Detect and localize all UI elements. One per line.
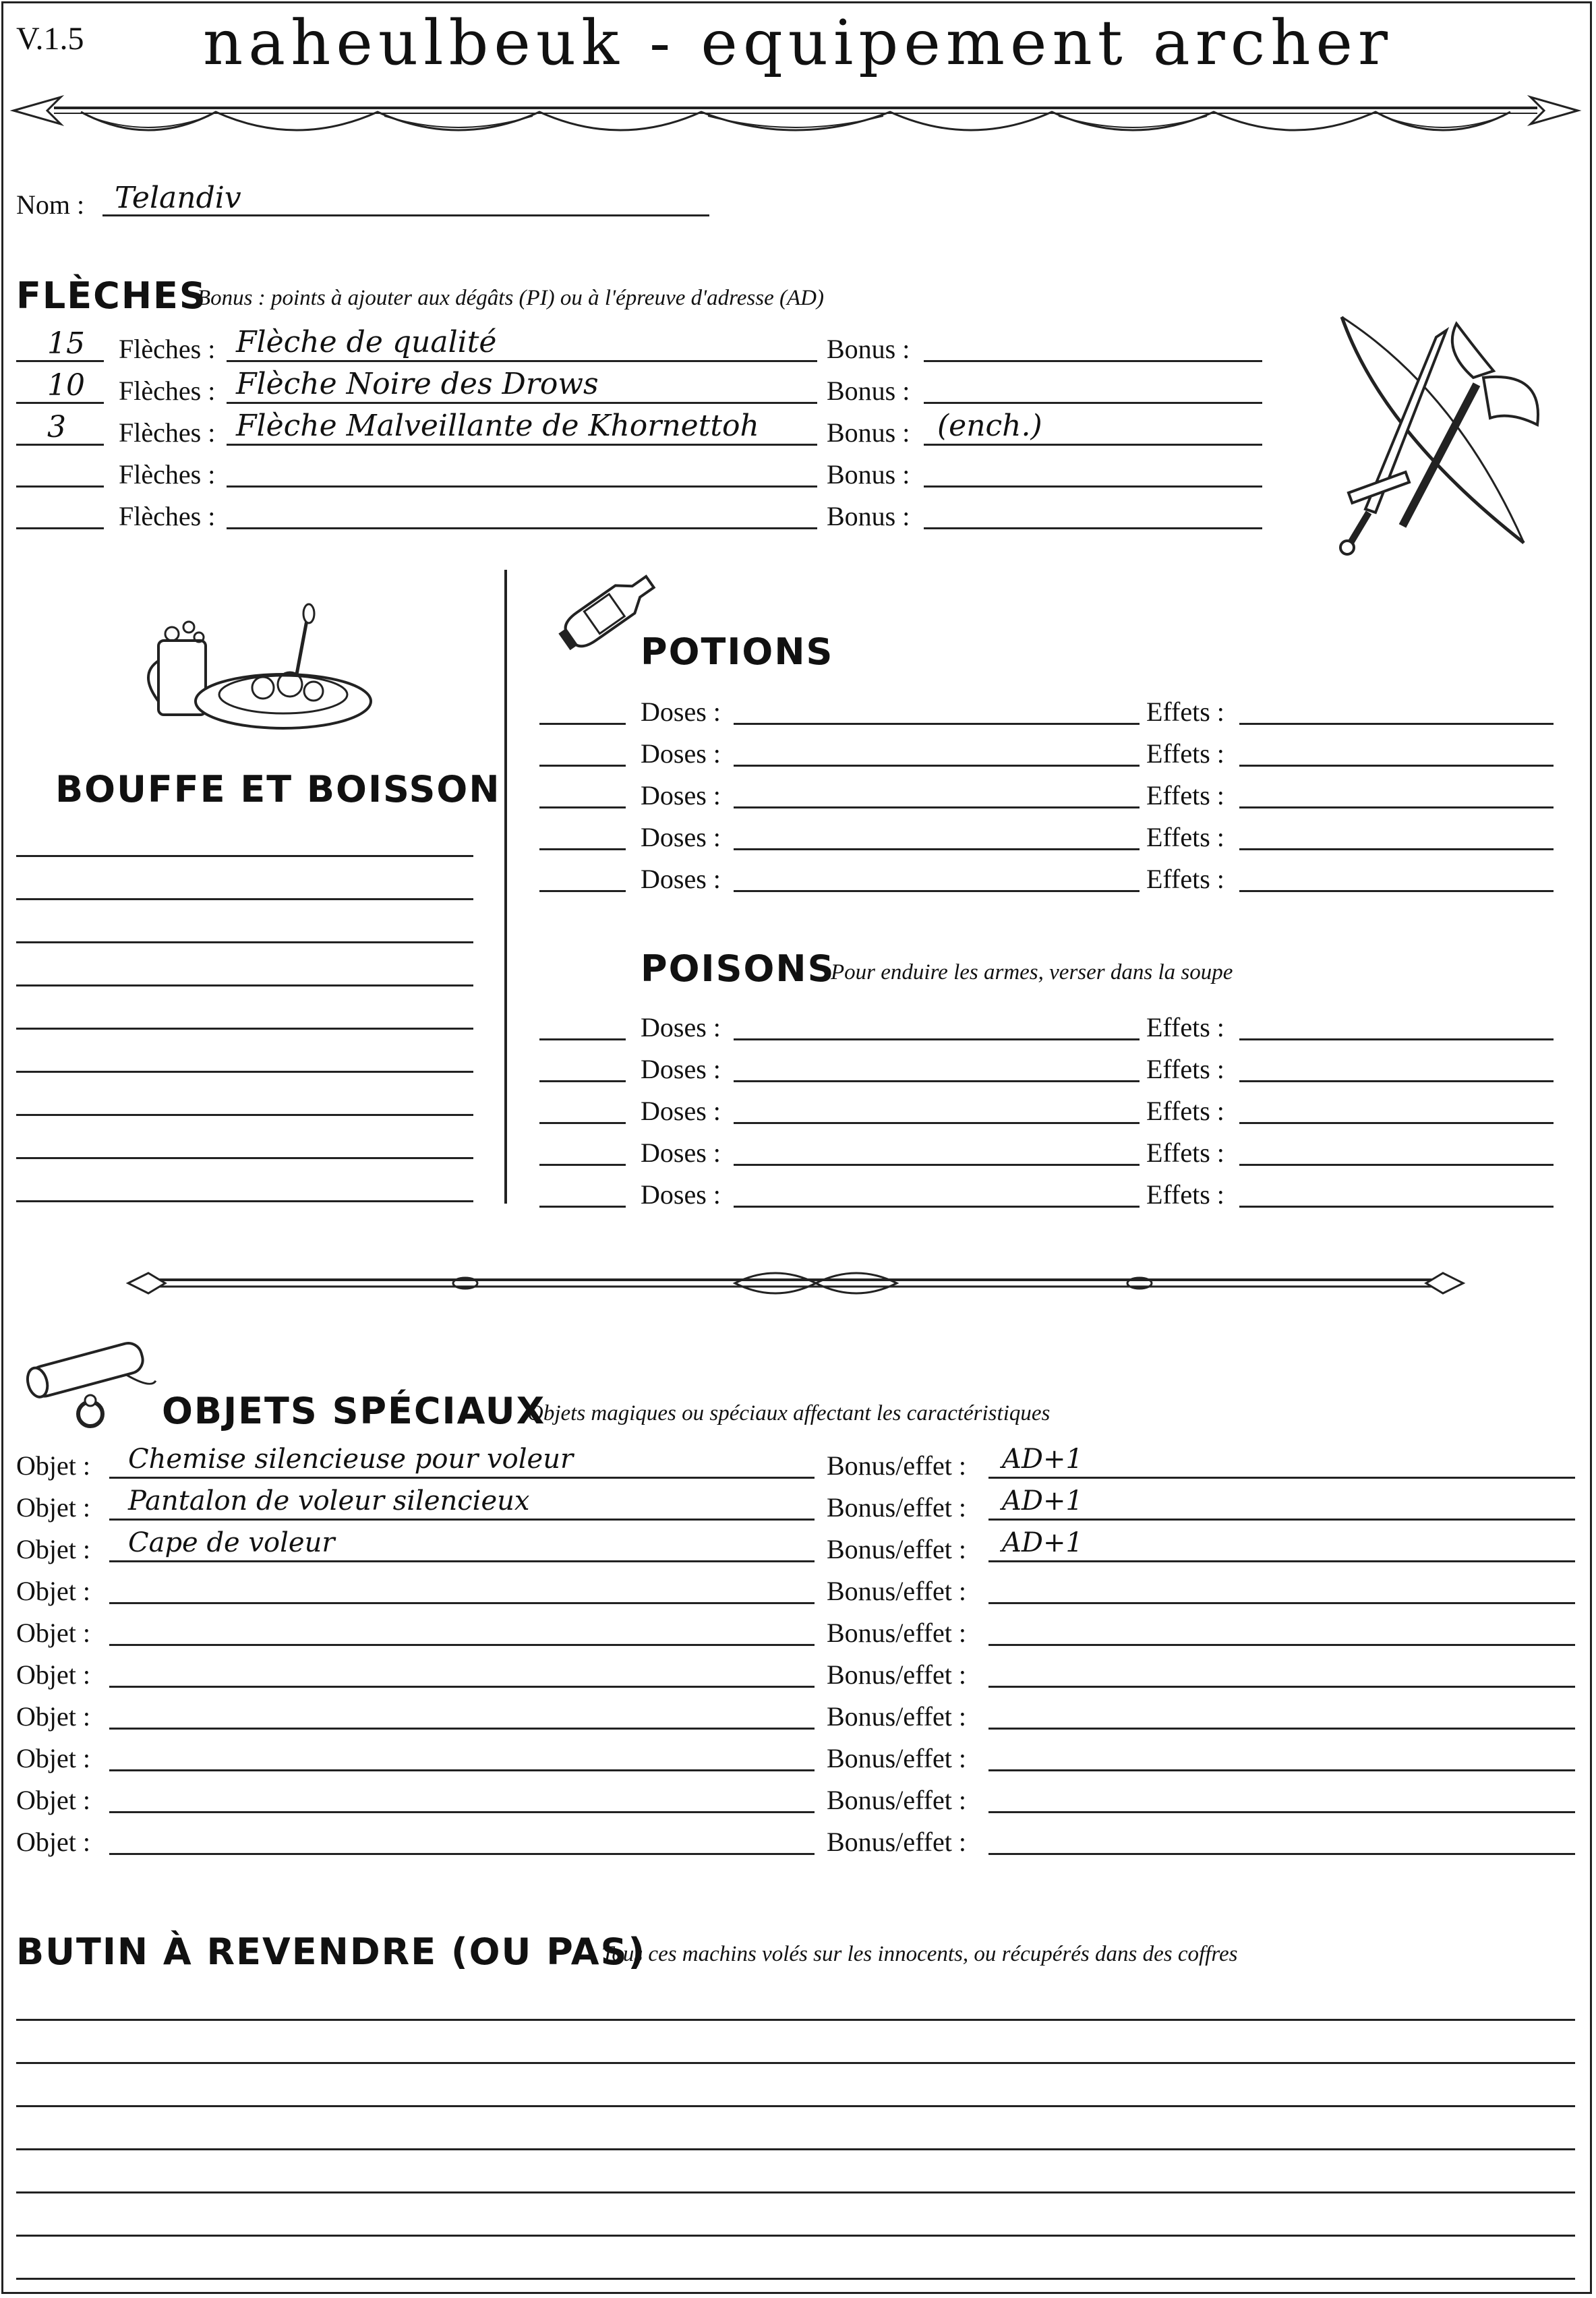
bouffe-line[interactable] bbox=[16, 1157, 473, 1159]
effets-line[interactable] bbox=[1239, 1080, 1554, 1082]
fleche-bonus-line bbox=[924, 402, 1262, 404]
doses-qty-line[interactable] bbox=[539, 1038, 626, 1040]
effets-label: Effets : bbox=[1146, 1096, 1224, 1126]
doses-qty-line[interactable] bbox=[539, 723, 626, 725]
effets-line[interactable] bbox=[1239, 848, 1554, 850]
fleche-name[interactable]: Flèche Malveillante de Khornettoh bbox=[236, 409, 759, 443]
objet-bonus-label: Bonus/effet : bbox=[827, 1785, 967, 1815]
butin-line[interactable] bbox=[16, 2278, 1575, 2280]
butin-line[interactable] bbox=[16, 2019, 1575, 2021]
doses-qty-line[interactable] bbox=[539, 890, 626, 892]
nom-value[interactable]: Telandiv bbox=[115, 181, 241, 215]
objet-bonus-label: Bonus/effet : bbox=[827, 1576, 967, 1606]
doses-line[interactable] bbox=[734, 1122, 1140, 1124]
doses-label: Doses : bbox=[641, 1096, 721, 1126]
bouffe-line[interactable] bbox=[16, 1200, 473, 1202]
effets-label: Effets : bbox=[1146, 697, 1224, 727]
objet-bonus-line bbox=[988, 1477, 1575, 1479]
effets-label: Effets : bbox=[1146, 864, 1224, 894]
poisons-note: Pour enduire les armes, verser dans la soupe bbox=[831, 960, 1233, 984]
doses-qty-line[interactable] bbox=[539, 1206, 626, 1208]
effets-label: Effets : bbox=[1146, 822, 1224, 852]
bouffe-heading: BOUFFE ET BOISSON bbox=[55, 768, 501, 811]
butin-line[interactable] bbox=[16, 2191, 1575, 2193]
doses-line[interactable] bbox=[734, 1080, 1140, 1082]
doses-qty-line[interactable] bbox=[539, 1164, 626, 1166]
objet-line bbox=[109, 1853, 815, 1855]
fleche-label: Flèches : bbox=[119, 417, 216, 448]
effets-line[interactable] bbox=[1239, 1164, 1554, 1166]
column-divider bbox=[504, 570, 507, 1204]
doses-line[interactable] bbox=[734, 848, 1140, 850]
objet-line bbox=[109, 1477, 815, 1479]
effets-line[interactable] bbox=[1239, 1206, 1554, 1208]
fleche-bonus[interactable]: (ench.) bbox=[937, 409, 1042, 443]
fleche-bonus-line bbox=[924, 444, 1262, 446]
objet-label: Objet : bbox=[16, 1492, 90, 1523]
fleche-qty[interactable]: 15 bbox=[47, 326, 85, 361]
arrow-banner-icon bbox=[13, 81, 1578, 148]
fleche-name-line bbox=[227, 527, 817, 529]
effets-line[interactable] bbox=[1239, 890, 1554, 892]
crossed-weapons-icon bbox=[1322, 310, 1564, 553]
objet-name[interactable]: Pantalon de voleur silencieux bbox=[128, 1485, 530, 1516]
objet-line bbox=[109, 1811, 815, 1813]
food-and-drink-icon bbox=[135, 600, 378, 735]
objet-bonus[interactable]: AD+1 bbox=[1002, 1527, 1083, 1558]
nom-line bbox=[102, 214, 709, 216]
nom-label: Nom : bbox=[16, 189, 85, 220]
effets-line[interactable] bbox=[1239, 765, 1554, 767]
bouffe-line[interactable] bbox=[16, 1114, 473, 1116]
doses-line[interactable] bbox=[734, 1164, 1140, 1166]
objet-label: Objet : bbox=[16, 1659, 90, 1690]
objet-line bbox=[109, 1644, 815, 1646]
fleches-note: Bonus : points à ajouter aux dégâts (PI) ou à l'épreuve d'adresse (AD) bbox=[197, 286, 824, 310]
fleche-name-line bbox=[227, 402, 817, 404]
fleche-bonus-label: Bonus : bbox=[827, 501, 910, 531]
objet-bonus-label: Bonus/effet : bbox=[827, 1701, 967, 1732]
objet-bonus-label: Bonus/effet : bbox=[827, 1743, 967, 1773]
fleche-qty[interactable]: 3 bbox=[47, 410, 66, 444]
objet-bonus-label: Bonus/effet : bbox=[827, 1492, 967, 1523]
objet-bonus[interactable]: AD+1 bbox=[1002, 1444, 1083, 1475]
effets-line[interactable] bbox=[1239, 1038, 1554, 1040]
effets-line[interactable] bbox=[1239, 806, 1554, 808]
fleche-qty-line bbox=[16, 527, 104, 529]
fleche-bonus-line bbox=[924, 527, 1262, 529]
objet-name[interactable]: Cape de voleur bbox=[128, 1527, 335, 1558]
fleche-name-line bbox=[227, 485, 817, 488]
fleche-qty[interactable]: 10 bbox=[47, 368, 85, 403]
fleche-name-line bbox=[227, 360, 817, 362]
fleche-name[interactable]: Flèche de qualité bbox=[236, 325, 497, 359]
effets-label: Effets : bbox=[1146, 1179, 1224, 1210]
objet-bonus-label: Bonus/effet : bbox=[827, 1450, 967, 1481]
doses-line[interactable] bbox=[734, 890, 1140, 892]
doses-label: Doses : bbox=[641, 1012, 721, 1042]
doses-label: Doses : bbox=[641, 780, 721, 811]
fleche-bonus-label: Bonus : bbox=[827, 459, 910, 490]
objet-label: Objet : bbox=[16, 1785, 90, 1815]
objet-bonus-line bbox=[988, 1560, 1575, 1562]
doses-label: Doses : bbox=[641, 864, 721, 894]
objet-line bbox=[109, 1560, 815, 1562]
doses-line[interactable] bbox=[734, 1206, 1140, 1208]
objet-label: Objet : bbox=[16, 1534, 90, 1564]
fleche-bonus-line bbox=[924, 485, 1262, 488]
butin-line[interactable] bbox=[16, 2105, 1575, 2107]
fleche-label: Flèches : bbox=[119, 459, 216, 490]
effets-line[interactable] bbox=[1239, 1122, 1554, 1124]
doses-line[interactable] bbox=[734, 806, 1140, 808]
doses-label: Doses : bbox=[641, 1179, 721, 1210]
objet-bonus-line bbox=[988, 1853, 1575, 1855]
objet-bonus[interactable]: AD+1 bbox=[1002, 1485, 1083, 1516]
potions-heading: POTIONS bbox=[641, 630, 834, 673]
effets-label: Effets : bbox=[1146, 738, 1224, 769]
fleches-heading: FLÈCHES bbox=[16, 274, 207, 317]
objet-line bbox=[109, 1769, 815, 1771]
objet-line bbox=[109, 1602, 815, 1604]
effets-label: Effets : bbox=[1146, 1054, 1224, 1084]
page-title: naheulbeuk - equipement archer bbox=[203, 7, 1393, 79]
doses-qty-line[interactable] bbox=[539, 1122, 626, 1124]
doses-line[interactable] bbox=[734, 723, 1140, 725]
version-label: V.1.5 bbox=[16, 21, 84, 57]
doses-label: Doses : bbox=[641, 738, 721, 769]
objet-label: Objet : bbox=[16, 1701, 90, 1732]
butin-line[interactable] bbox=[16, 2235, 1575, 2237]
doses-qty-line[interactable] bbox=[539, 806, 626, 808]
objet-name[interactable]: Chemise silencieuse pour voleur bbox=[128, 1444, 574, 1475]
objet-bonus-line bbox=[988, 1811, 1575, 1813]
objet-bonus-line bbox=[988, 1769, 1575, 1771]
scroll-and-ring-icon bbox=[16, 1338, 158, 1433]
doses-qty-line[interactable] bbox=[539, 1080, 626, 1082]
doses-qty-line[interactable] bbox=[539, 765, 626, 767]
objet-bonus-line bbox=[988, 1728, 1575, 1730]
doses-line[interactable] bbox=[734, 765, 1140, 767]
butin-line[interactable] bbox=[16, 2062, 1575, 2064]
objet-bonus-label: Bonus/effet : bbox=[827, 1659, 967, 1690]
objet-label: Objet : bbox=[16, 1827, 90, 1857]
bouffe-line[interactable] bbox=[16, 898, 473, 900]
fleche-bonus-label: Bonus : bbox=[827, 334, 910, 364]
effets-label: Effets : bbox=[1146, 1012, 1224, 1042]
fleche-name[interactable]: Flèche Noire des Drows bbox=[236, 367, 599, 401]
objets-heading: OBJETS SPÉCIAUX bbox=[162, 1390, 546, 1432]
objet-label: Objet : bbox=[16, 1576, 90, 1606]
staff-divider-icon bbox=[128, 1260, 1463, 1307]
doses-label: Doses : bbox=[641, 697, 721, 727]
effets-label: Effets : bbox=[1146, 780, 1224, 811]
fleche-bonus-line bbox=[924, 360, 1262, 362]
butin-heading: BUTIN À REVENDRE (OU PAS) bbox=[16, 1931, 647, 1973]
objet-line bbox=[109, 1519, 815, 1521]
objet-label: Objet : bbox=[16, 1743, 90, 1773]
effets-label: Effets : bbox=[1146, 1138, 1224, 1168]
fleche-label: Flèches : bbox=[119, 501, 216, 531]
doses-qty-line[interactable] bbox=[539, 848, 626, 850]
fleche-label: Flèches : bbox=[119, 334, 216, 364]
poisons-heading: POISONS bbox=[641, 947, 835, 990]
fleche-bonus-label: Bonus : bbox=[827, 417, 910, 448]
bouffe-line[interactable] bbox=[16, 855, 473, 857]
objet-bonus-label: Bonus/effet : bbox=[827, 1618, 967, 1648]
bouffe-line[interactable] bbox=[16, 941, 473, 943]
doses-label: Doses : bbox=[641, 1054, 721, 1084]
objet-line bbox=[109, 1728, 815, 1730]
butin-line[interactable] bbox=[16, 2148, 1575, 2150]
fleche-label: Flèches : bbox=[119, 376, 216, 406]
objet-bonus-line bbox=[988, 1519, 1575, 1521]
doses-label: Doses : bbox=[641, 822, 721, 852]
objets-note: Objets magiques ou spéciaux affectant les caractéristiques bbox=[527, 1401, 1051, 1425]
objet-bonus-label: Bonus/effet : bbox=[827, 1827, 967, 1857]
objet-label: Objet : bbox=[16, 1618, 90, 1648]
bouffe-line[interactable] bbox=[16, 1071, 473, 1073]
objet-bonus-line bbox=[988, 1644, 1575, 1646]
objet-bonus-line bbox=[988, 1686, 1575, 1688]
bouffe-line[interactable] bbox=[16, 1028, 473, 1030]
objet-bonus-label: Bonus/effet : bbox=[827, 1534, 967, 1564]
doses-label: Doses : bbox=[641, 1138, 721, 1168]
objet-label: Objet : bbox=[16, 1450, 90, 1481]
butin-note: Tous ces machins volés sur les innocents, ou récupérés dans des coffres bbox=[601, 1942, 1238, 1966]
fleche-qty-line bbox=[16, 485, 104, 488]
doses-line[interactable] bbox=[734, 1038, 1140, 1040]
objet-bonus-line bbox=[988, 1602, 1575, 1604]
objet-line bbox=[109, 1686, 815, 1688]
fleche-bonus-label: Bonus : bbox=[827, 376, 910, 406]
fleche-name-line bbox=[227, 444, 817, 446]
bouffe-line[interactable] bbox=[16, 984, 473, 986]
effets-line[interactable] bbox=[1239, 723, 1554, 725]
